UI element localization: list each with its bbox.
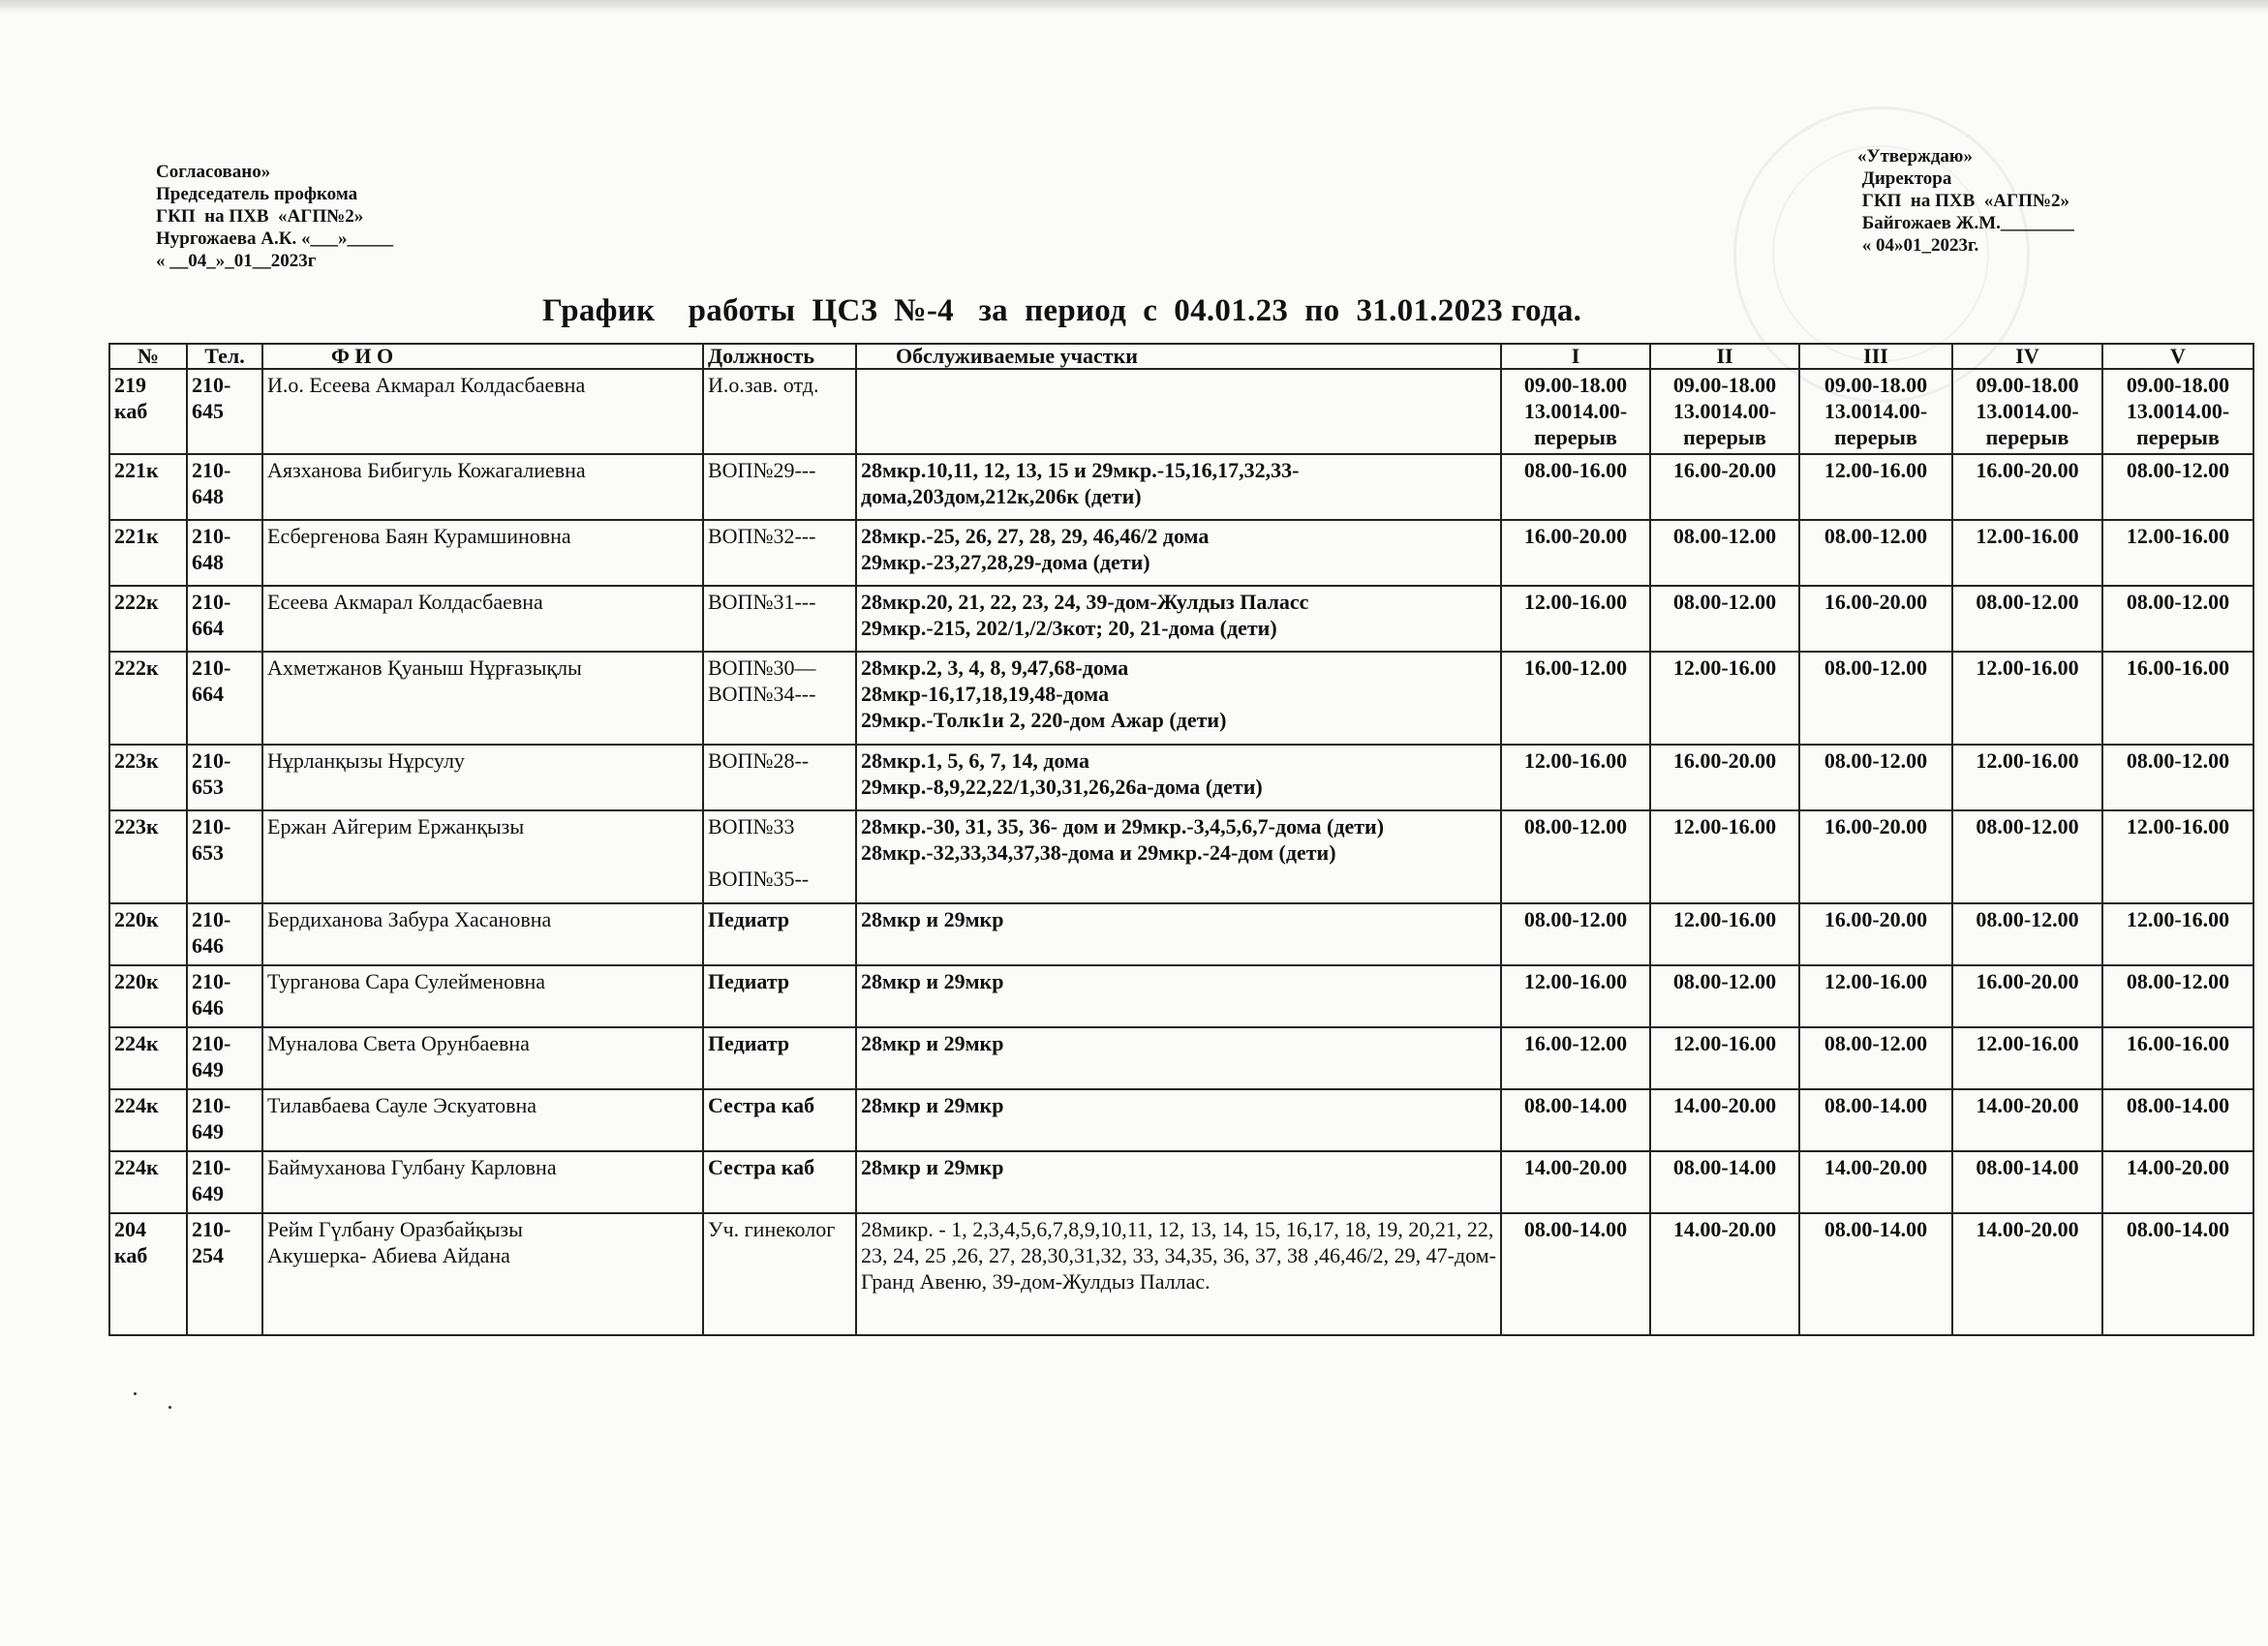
approval-line: Директора [1857, 168, 1952, 189]
col-header-day-4: IV [1952, 344, 2102, 369]
shift-cell-day-3: 14.00-20.00 [1799, 1151, 1952, 1213]
approval-line: « 04»01_2023г. [1857, 235, 1979, 256]
table-row [109, 586, 2253, 652]
shift-cell-day-4: 12.00-16.00 [1952, 1027, 2102, 1089]
approval-block-approved [1857, 145, 2074, 257]
room-cell: 219 каб [109, 369, 187, 454]
table-row [109, 965, 2253, 1027]
shift-cell-day-4: 08.00-14.00 [1952, 1151, 2102, 1213]
room-cell: 223к [109, 810, 187, 903]
name-cell: Ахметжанов Қуаныш Нұрғазықлы [262, 652, 703, 745]
shift-cell-day-4: 08.00-12.00 [1952, 586, 2102, 652]
col-header-day-3: III [1799, 344, 1952, 369]
shift-cell-day-3: 08.00-14.00 [1799, 1089, 1952, 1151]
scan-speck [134, 1392, 137, 1395]
table-row [109, 369, 2253, 454]
col-header-name: Ф И О [262, 344, 703, 369]
shift-cell-day-3: 08.00-12.00 [1799, 520, 1952, 586]
document-title: График работы ЦСЗ №-4 за период с 04.01.23 по 31.01.2023 года. [542, 293, 1582, 328]
shift-cell-day-3: 09.00-18.00 13.0014.00- перерыв [1799, 369, 1952, 454]
shift-cell-day-3: 08.00-12.00 [1799, 745, 1952, 810]
shift-cell-day-1: 09.00-18.00 13.0014.00- перерыв [1501, 369, 1650, 454]
shift-cell-day-4: 08.00-12.00 [1952, 810, 2102, 903]
phone-cell: 210-645 [187, 369, 262, 454]
shift-cell-day-4: 12.00-16.00 [1952, 745, 2102, 810]
shift-cell-day-1: 14.00-20.00 [1501, 1151, 1650, 1213]
name-cell: Турганова Сара Сулейменовна [262, 965, 703, 1027]
approval-line: « __04_»_01__2023г [156, 251, 317, 271]
name-cell: Баймуханова Гулбану Карловна [262, 1151, 703, 1213]
areas-cell: 28мкр.2, 3, 4, 8, 9,47,68-дома 28мкр-16,17,18,19,48-дома 29мкр.-Толк1и 2, 220-дом Ажар (дети) [856, 652, 1501, 745]
phone-cell: 210-646 [187, 903, 262, 965]
room-cell: 224к [109, 1027, 187, 1089]
shift-cell-day-3: 08.00-14.00 [1799, 1213, 1952, 1335]
phone-cell: 210-664 [187, 586, 262, 652]
position-cell: Уч. гинеколог [703, 1213, 856, 1335]
room-cell: 220к [109, 903, 187, 965]
table-row [109, 1089, 2253, 1151]
col-header-phone: Тел. [187, 344, 262, 369]
shift-cell-day-1: 16.00-12.00 [1501, 1027, 1650, 1089]
col-header-position: Должность [703, 344, 856, 369]
room-cell: 204 каб [109, 1213, 187, 1335]
phone-cell: 210-254 [187, 1213, 262, 1335]
name-cell: И.о. Есеева Акмарал Колдасбаевна [262, 369, 703, 454]
shift-cell-day-1: 08.00-16.00 [1501, 454, 1650, 520]
col-header-areas: Обслуживаемые участки [856, 344, 1501, 369]
shift-cell-day-3: 16.00-20.00 [1799, 810, 1952, 903]
phone-cell: 210-653 [187, 810, 262, 903]
position-cell: ВОП№33 ВОП№35-- [703, 810, 856, 903]
shift-cell-day-3: 08.00-12.00 [1799, 1027, 1952, 1089]
shift-cell-day-3: 16.00-20.00 [1799, 903, 1952, 965]
shift-cell-day-1: 08.00-14.00 [1501, 1089, 1650, 1151]
phone-cell: 210-664 [187, 652, 262, 745]
name-cell: Муналова Света Орунбаевна [262, 1027, 703, 1089]
approval-line: Нургожаева А.К. «___»_____ [156, 229, 393, 249]
table-row [109, 652, 2253, 745]
shift-cell-day-5: 12.00-16.00 [2102, 903, 2253, 965]
areas-cell: 28мкр.1, 5, 6, 7, 14, дома 29мкр.-8,9,22,22/1,30,31,26,26а-дома (дети) [856, 745, 1501, 810]
col-header-day-2: II [1650, 344, 1799, 369]
table-row [109, 1027, 2253, 1089]
col-header-day-5: V [2102, 344, 2253, 369]
phone-cell: 210-649 [187, 1151, 262, 1213]
shift-cell-day-5: 08.00-12.00 [2102, 586, 2253, 652]
name-cell: Нұрланқызы Нұрсулу [262, 745, 703, 810]
areas-cell: 28мкр.-25, 26, 27, 28, 29, 46,46/2 дома 29мкр.-23,27,28,29-дома (дети) [856, 520, 1501, 586]
areas-cell: 28мкр.-30, 31, 35, 36- дом и 29мкр.-3,4,5,6,7-дома (дети) 28мкр.-32,33,34,37,38-дома и 29мкр.-24-дом (дети) [856, 810, 1501, 903]
approval-line: «Утверждаю» [1857, 146, 1973, 167]
name-cell: Есбергенова Баян Курамшиновна [262, 520, 703, 586]
shift-cell-day-1: 08.00-12.00 [1501, 810, 1650, 903]
room-cell: 223к [109, 745, 187, 810]
position-cell: И.о.зав. отд. [703, 369, 856, 454]
shift-cell-day-5: 16.00-16.00 [2102, 1027, 2253, 1089]
shift-cell-day-2: 14.00-20.00 [1650, 1089, 1799, 1151]
shift-cell-day-2: 12.00-16.00 [1650, 1027, 1799, 1089]
position-cell: Педиатр [703, 965, 856, 1027]
shift-cell-day-5: 08.00-12.00 [2102, 745, 2253, 810]
shift-cell-day-5: 08.00-12.00 [2102, 965, 2253, 1027]
scan-speck [169, 1406, 171, 1409]
approval-line: Байгожаев Ж.М.________ [1857, 213, 2074, 233]
shift-cell-day-5: 16.00-16.00 [2102, 652, 2253, 745]
table-row [109, 454, 2253, 520]
phone-cell: 210-646 [187, 965, 262, 1027]
name-cell: Рейм Гүлбану Оразбайқызы Акушерка- Абиева Айдана [262, 1213, 703, 1335]
shift-cell-day-5: 12.00-16.00 [2102, 810, 2253, 903]
scan-edge [0, 0, 2268, 14]
name-cell: Тилавбаева Сауле Эскуатовна [262, 1089, 703, 1151]
phone-cell: 210-649 [187, 1027, 262, 1089]
shift-cell-day-1: 16.00-20.00 [1501, 520, 1650, 586]
shift-cell-day-3: 08.00-12.00 [1799, 652, 1952, 745]
shift-cell-day-2: 14.00-20.00 [1650, 1213, 1799, 1335]
shift-cell-day-1: 08.00-12.00 [1501, 903, 1650, 965]
position-cell: Педиатр [703, 1027, 856, 1089]
shift-cell-day-2: 16.00-20.00 [1650, 454, 1799, 520]
shift-cell-day-4: 14.00-20.00 [1952, 1089, 2102, 1151]
shift-cell-day-5: 09.00-18.00 13.0014.00- перерыв [2102, 369, 2253, 454]
room-cell: 222к [109, 586, 187, 652]
room-cell: 221к [109, 520, 187, 586]
shift-cell-day-4: 16.00-20.00 [1952, 454, 2102, 520]
position-cell: ВОП№29--- [703, 454, 856, 520]
shift-cell-day-5: 14.00-20.00 [2102, 1151, 2253, 1213]
areas-cell: 28мкр и 29мкр [856, 1089, 1501, 1151]
name-cell: Аязханова Бибигуль Кожагалиевна [262, 454, 703, 520]
areas-cell: 28мкр и 29мкр [856, 903, 1501, 965]
room-cell: 224к [109, 1151, 187, 1213]
table-row [109, 1151, 2253, 1213]
areas-cell [856, 369, 1501, 454]
approval-line: ГКП на ПХВ «АГП№2» [156, 206, 364, 227]
room-cell: 221к [109, 454, 187, 520]
name-cell: Бердиханова Забура Хасановна [262, 903, 703, 965]
shift-cell-day-2: 12.00-16.00 [1650, 652, 1799, 745]
table-row [109, 745, 2253, 810]
shift-cell-day-2: 12.00-16.00 [1650, 810, 1799, 903]
areas-cell: 28микр. - 1, 2,3,4,5,6,7,8,9,10,11, 12, 13, 14, 15, 16,17, 18, 19, 20,21, 22, 23, 24, 25 ,26, 27, 28,30,31,32, 33, 34,35, 36, 37, 38 ,46,46/2, 29, 47-дом- Гранд Авеню, 39-дом-Жулдыз Паллас. [856, 1213, 1501, 1335]
table-row [109, 520, 2253, 586]
table-row [109, 1213, 2253, 1335]
shift-cell-day-5: 08.00-14.00 [2102, 1089, 2253, 1151]
shift-cell-day-3: 12.00-16.00 [1799, 965, 1952, 1027]
room-cell: 224к [109, 1089, 187, 1151]
shift-cell-day-4: 12.00-16.00 [1952, 520, 2102, 586]
phone-cell: 210-648 [187, 454, 262, 520]
shift-cell-day-4: 08.00-12.00 [1952, 903, 2102, 965]
position-cell: ВОП№30— ВОП№34--- [703, 652, 856, 745]
shift-cell-day-2: 08.00-14.00 [1650, 1151, 1799, 1213]
room-cell: 220к [109, 965, 187, 1027]
col-header-day-1: I [1501, 344, 1650, 369]
approval-line: Председатель профкома [156, 184, 358, 204]
shift-cell-day-3: 12.00-16.00 [1799, 454, 1952, 520]
phone-cell: 210-648 [187, 520, 262, 586]
areas-cell: 28мкр.10,11, 12, 13, 15 и 29мкр.-15,16,17,32,33-дома,203дом,212к,206к (дети) [856, 454, 1501, 520]
shift-cell-day-4: 14.00-20.00 [1952, 1213, 2102, 1335]
phone-cell: 210-649 [187, 1089, 262, 1151]
approval-block-agreed [156, 161, 393, 272]
position-cell: ВОП№28-- [703, 745, 856, 810]
areas-cell: 28мкр и 29мкр [856, 1027, 1501, 1089]
shift-cell-day-4: 09.00-18.00 13.0014.00- перерыв [1952, 369, 2102, 454]
shift-cell-day-1: 12.00-16.00 [1501, 745, 1650, 810]
position-cell: ВОП№32--- [703, 520, 856, 586]
shift-cell-day-2: 08.00-12.00 [1650, 586, 1799, 652]
shift-cell-day-5: 12.00-16.00 [2102, 520, 2253, 586]
position-cell: Сестра каб [703, 1089, 856, 1151]
table-row [109, 810, 2253, 903]
schedule-table [108, 343, 2254, 1336]
areas-cell: 28мкр и 29мкр [856, 965, 1501, 1027]
shift-cell-day-1: 12.00-16.00 [1501, 965, 1650, 1027]
shift-cell-day-1: 16.00-12.00 [1501, 652, 1650, 745]
areas-cell: 28мкр и 29мкр [856, 1151, 1501, 1213]
header-row [109, 344, 2253, 369]
phone-cell: 210-653 [187, 745, 262, 810]
position-cell: ВОП№31--- [703, 586, 856, 652]
shift-cell-day-2: 08.00-12.00 [1650, 965, 1799, 1027]
shift-cell-day-2: 08.00-12.00 [1650, 520, 1799, 586]
position-cell: Сестра каб [703, 1151, 856, 1213]
shift-cell-day-5: 08.00-14.00 [2102, 1213, 2253, 1335]
shift-cell-day-1: 12.00-16.00 [1501, 586, 1650, 652]
shift-cell-day-1: 08.00-14.00 [1501, 1213, 1650, 1335]
position-cell: Педиатр [703, 903, 856, 965]
shift-cell-day-5: 08.00-12.00 [2102, 454, 2253, 520]
areas-cell: 28мкр.20, 21, 22, 23, 24, 39-дом-Жулдыз Паласс 29мкр.-215, 202/1,/2/3кот; 20, 21-дома (дети) [856, 586, 1501, 652]
name-cell: Есеева Акмарал Колдасбаевна [262, 586, 703, 652]
shift-cell-day-3: 16.00-20.00 [1799, 586, 1952, 652]
approval-line: Согласовано» [156, 162, 271, 182]
approval-line: ГКП на ПХВ «АГП№2» [1857, 191, 2069, 211]
room-cell: 222к [109, 652, 187, 745]
shift-cell-day-2: 16.00-20.00 [1650, 745, 1799, 810]
name-cell: Ержан Айгерим Ержанқызы [262, 810, 703, 903]
col-header-number: № [109, 344, 187, 369]
shift-cell-day-4: 16.00-20.00 [1952, 965, 2102, 1027]
shift-cell-day-4: 12.00-16.00 [1952, 652, 2102, 745]
shift-cell-day-2: 12.00-16.00 [1650, 903, 1799, 965]
shift-cell-day-2: 09.00-18.00 13.0014.00- перерыв [1650, 369, 1799, 454]
table-row [109, 903, 2253, 965]
